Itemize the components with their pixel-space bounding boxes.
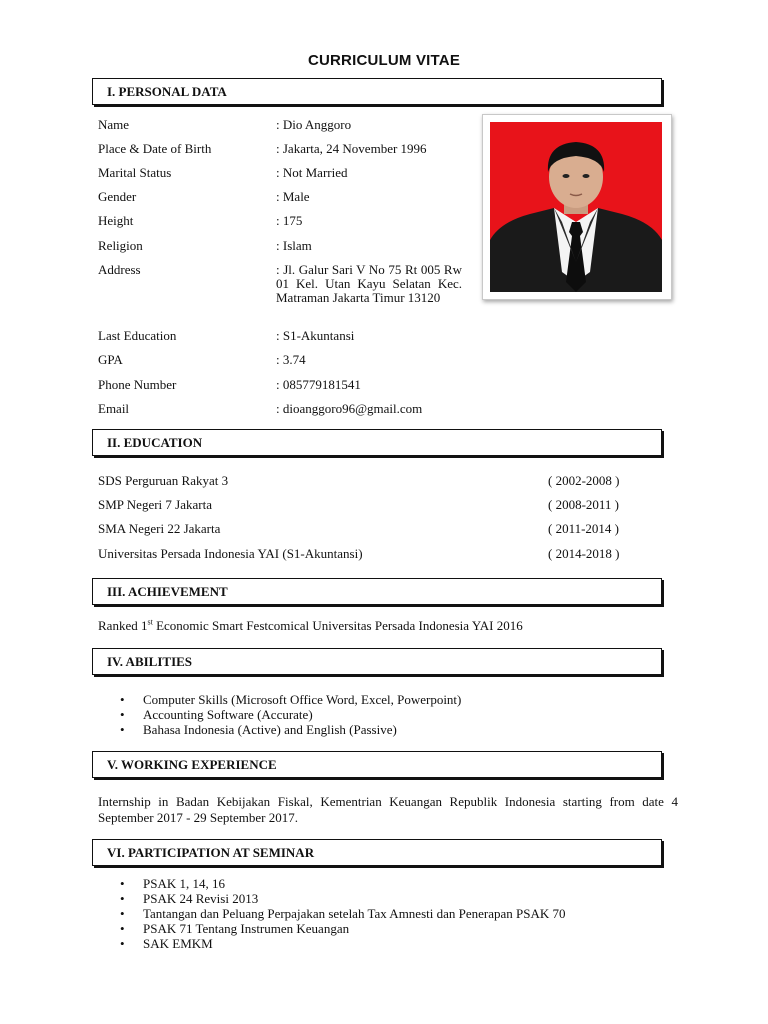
education-years: ( 2011-2014 ) (548, 521, 620, 536)
profile-photo (482, 114, 672, 300)
list-item: • PSAK 71 Tentang Instrumen Keuangan (118, 921, 566, 936)
label-height: Height (98, 213, 134, 228)
education-years: ( 2002-2008 ) (548, 473, 620, 488)
label-email: Email (98, 401, 130, 416)
section-title: V. WORKING EXPERIENCE (107, 757, 277, 772)
list-item: • SAK EMKM (118, 936, 566, 951)
list-item: • Tantangan dan Peluang Perpajakan setelah Tax Amnesti dan Penerapan PSAK 70 (118, 906, 566, 921)
education-school: SMA Negeri 22 Jakarta (98, 521, 221, 536)
value-address: : Jl. Galur Sari V No 75 Rt 005 Rw 01 Kel. Utan Kayu Selatan Kec. Matraman Jakarta Timur 13120 (276, 262, 462, 305)
seminar-list (118, 876, 566, 951)
label-last-education: Last Education (98, 328, 177, 343)
value-birth: : Jakarta, 24 November 1996 (276, 141, 427, 156)
section-header-working-experience (92, 751, 662, 778)
list-item: • PSAK 1, 14, 16 (118, 876, 566, 891)
label-gpa: GPA (98, 352, 123, 367)
education-school: SDS Perguruan Rakyat 3 (98, 473, 229, 488)
person-portrait-icon (490, 122, 662, 292)
photo-background (490, 122, 662, 292)
section-title: VI. PARTICIPATION AT SEMINAR (107, 845, 315, 860)
education-years: ( 2014-2018 ) (548, 546, 620, 561)
value-name: : Dio Anggoro (276, 117, 352, 132)
value-religion: : Islam (276, 238, 312, 253)
achievement-ordinal: st (147, 617, 153, 627)
section-header-abilities (92, 648, 662, 675)
list-item: • Bahasa Indonesia (Active) and English (Passive) (118, 722, 461, 737)
value-marital-status: : Not Married (276, 165, 348, 180)
value-gpa: : 3.74 (276, 352, 306, 367)
education-school: SMP Negeri 7 Jakarta (98, 497, 212, 512)
document-title: CURRICULUM VITAE (307, 52, 461, 69)
section-title: II. EDUCATION (107, 435, 203, 450)
section-title: I. PERSONAL DATA (107, 84, 227, 99)
label-marital-status: Marital Status (98, 165, 172, 180)
list-item: • PSAK 24 Revisi 2013 (118, 891, 566, 906)
label-birth: Place & Date of Birth (98, 141, 212, 156)
achievement-text (98, 618, 523, 634)
value-gender: : Male (276, 189, 310, 204)
education-years: ( 2008-2011 ) (548, 497, 620, 512)
label-phone: Phone Number (98, 377, 177, 392)
section-header-personal-data (92, 78, 662, 105)
value-phone: : 085779181541 (276, 377, 361, 392)
achievement-prefix: Ranked 1 (98, 618, 148, 633)
abilities-list (118, 692, 461, 737)
label-name: Name (98, 117, 130, 132)
value-email: : dioanggoro96@gmail.com (276, 401, 423, 416)
section-header-seminar (92, 839, 662, 866)
section-header-education (92, 429, 662, 456)
label-religion: Religion (98, 238, 143, 253)
section-header-achievement (92, 578, 662, 605)
value-height: : 175 (276, 213, 303, 228)
achievement-rest: Economic Smart Festcomical Universitas Persada Indonesia YAI 2016 (152, 618, 523, 633)
education-school: Universitas Persada Indonesia YAI (S1-Akuntansi) (98, 546, 363, 561)
experience-text: Internship in Badan Kebijakan Fiskal, Kementrian Keuangan Republik Indonesia starting from date 4 September 2017 - 29 September 2017. (98, 794, 678, 825)
section-title: III. ACHIEVEMENT (107, 584, 228, 599)
list-item: • Accounting Software (Accurate) (118, 707, 461, 722)
list-item: • Computer Skills (Microsoft Office Word, Excel, Powerpoint) (118, 692, 461, 707)
label-gender: Gender (98, 189, 137, 204)
value-last-education: : S1-Akuntansi (276, 328, 355, 343)
label-address: Address (98, 262, 141, 277)
section-title: IV. ABILITIES (107, 654, 193, 669)
